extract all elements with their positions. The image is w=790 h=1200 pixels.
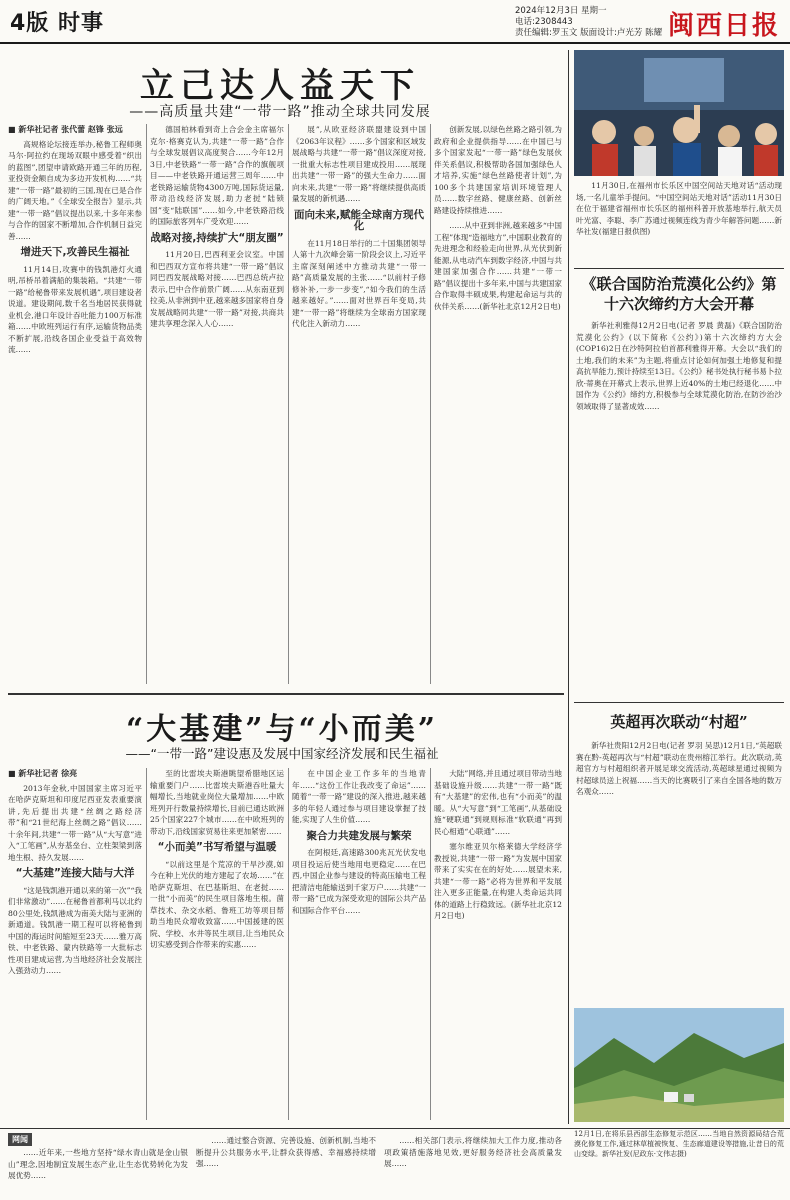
article2-column-1 [8, 768, 142, 1124]
page-number: 4版 [10, 11, 50, 36]
article2-paragraph: 在阿根廷,高速路300兆瓦光伏发电项目投运后使当地用电更稳定……在巴西,中国企业参与建设的特高压输电工程把清洁电能输送到千家万户……共建“一带一路”已成为深受欢迎的国际公共产品和国际合作平台…… [292, 848, 426, 915]
article1-subtitle: ——高质量共建“一带一路”推动全球共同发展 [129, 104, 431, 120]
bottom-strip [0, 1128, 790, 1200]
article1-subhead-2: 战略对接,持续扩大“朋友圈” [150, 231, 284, 244]
article2-subhead-3: 聚合力共建发展与繁荣 [306, 829, 412, 842]
article2-paragraph: 至的比雷埃夫斯港眺望希腊地区运输重要门户……比雷埃夫斯港吞吐量大幅增长,当地就业岗位大量增加……中欧班列开行数量持续增长,目前已通达欧洲25个国家227个城市……在中欧班列的带动下,沿线国家贸易往来更加紧密…… [150, 769, 284, 836]
article2-subhead-1: “大基建”连接大陆与大洋 [15, 867, 135, 879]
landscape-illustration [574, 1008, 784, 1122]
issue-date: 2024年12月3日 星期一 [515, 6, 607, 16]
article2-subtitle: ——“一带一路”建设惠及发展中国家经济发展和民生福祉 [125, 746, 439, 761]
newspaper-logo: 闽西日报 [667, 11, 780, 41]
article2-title: “大基建”与“小而美” [125, 712, 439, 747]
article1-column-4 [434, 124, 562, 689]
article2-paragraph: 在中国企业工作多年的当地青年……“这份工作让我改变了命运”……随着“一带一路”建设的深入推进,越来越多的年轻人通过参与项目建设掌握了技能,实现了人生价值…… [292, 769, 426, 824]
article1-title: 立己达人益天下 [140, 66, 420, 106]
article1-paragraph: 德国柏林看到奇上合会金主席福尔克尔·格赛克认为,共建“一带一路”合作与全球发展倡议高度契合……今年12月3日,中老铁路“一带一路”合作的旗舰项目——中老铁路开通运营三周年……中老铁路运输货物4300万吨,国际货运量,带动沿线经济发展,助力老挝“陆锁国”变“陆联国”……如今,中老铁路沿线的国际旅客列车广受欢迎…… [150, 125, 284, 226]
side-article2-paragraph: 新华社贵阳12月2日电(记者 罗羽 吴思)12月1日,“英超联赛在黔-英超再次与“村超”联动在贵州榕江举行。此次联动,英超官方与村超组织者开展足球交流活动,英超球星通过视频为村超球员送上祝福……当天的比赛吸引了来自全国各地的数万名观众…… [576, 741, 782, 796]
bottom-tag: 网闻 [8, 1133, 32, 1146]
article1-paragraph: ……从中亚到非洲,越来越多“中国工程”体现“造福地方”,中国职业教育的先进理念和经验走向世界,从光伏到新能源,从电动汽车到数字经济,中国与共建国家加强合作……共建“一带一路”倡议提出十多年来,中国与共建国家合作取得丰硕成果,构建起命运与共的伙伴关系……(新华社北京12月2日电) [434, 221, 562, 311]
sidebar-rule [574, 268, 784, 269]
photo1-caption: 11月30日,在福州市长乐区中国空间站天地对话“活动现场,一名儿童举手提问。“中国空间站天地对话”活动11月30日在位于福建省福州市长乐区的福州科普开放基地举行,航天员叶光富、李聪、李广苏通过视频连线为青少年解答问题……新华社发(福建日报供图) [576, 181, 782, 236]
page-header [0, 0, 790, 44]
article2-column-4 [434, 768, 562, 1124]
side-article1-title: 《联合国防治荒漠化公约》第十六次缔约方大会开幕 [581, 275, 777, 313]
article1-column-3 [292, 124, 426, 689]
article2-column-3 [292, 768, 426, 1124]
article1-paragraph: 创新发展,以绿色丝路之路引领,为政府和企业提供指导……在中国已与多个国家发起“一带一路”绿色发展伙伴关系倡议,积极帮助各国加强绿色人才培养,实施“绿色丝路使者计划”,为100多个共建国家培训环境管理人员……数字丝路、健康丝路、创新丝路建设持续推进…… [434, 125, 562, 215]
column-divider [146, 768, 147, 1120]
space-station-dialogue-photo [574, 50, 784, 176]
article1-paragraph: 11月20日,巴西利亚会议室。中国和巴西双方宣布将共建“一带一路”倡议同巴西发展战略对接……巴西总统卢拉表示,巴中合作前景广阔……从东南亚到拉美,从非洲到中亚,越来越多国家将自身发展战略同共建“一带一路”对接,共商共建共享理念深入人心…… [150, 250, 284, 328]
article1-paragraph: 展”,从欧亚经济联盟建设到中国《2063年议程》……多个国家和区域发展战略与共建“一带一路”倡议深度对接,一批重大标志性项目建成投用……展现出共建“一带一路”的强大生命力……面向未来,共建“一带一路”将继续提供高质量发展的新机遇…… [292, 125, 426, 203]
ecological-restoration-photo [574, 1008, 784, 1122]
article2-paragraph: 大陆”网络,并且通过项目带动当地基础设施升级……共建“一带一路”既有“大基建”的宏伟,也有“小而美”的温暖。从“大写意”到“工笔画”,从基础设施“硬联通”到规则标准“软联通”再到民心相通“心联通”…… [434, 769, 562, 836]
bottom-paragraph: ……相关部门表示,将继续加大工作力度,推动各项政策措施落地见效,更好服务经济社会高质量发展…… [384, 1136, 562, 1168]
section-divider [8, 693, 564, 695]
side-article1-body [576, 320, 782, 640]
article1-subhead-3: 面向未来,赋能全球南方现代化 [294, 208, 424, 232]
article1-byline: ■ 新华社记者 张代蕾 赵锋 张远 [8, 125, 123, 134]
side-article2-body [576, 740, 782, 1002]
side-article1-paragraph: 新华社利雅得12月2日电(记者 罗晨 黄磊)《联合国防治荒漠化公约》(以下简称《公约》)第十六次缔约方大会(COP16)2日在沙特阿拉伯首都利雅得开幕。大会以“我们的土地,我们的未来”为主题,将重点讨论如何加强土地修复和提高抗旱能力,预计持续至13日。《公约》秘书处执行秘书易卜拉欣·蒂奥在开幕式上表示,世界上近40%的土地已经退化……中国作为《公约》缔约方,积极参与全球荒漠化防治,在防沙治沙领域取得了显著成效…… [576, 321, 782, 411]
bottom-paragraph: ……通过整合资源、完善设施、创新机制,当地不断提升公共服务水平,让群众获得感、幸福感持续增强…… [196, 1136, 376, 1168]
bottom-column-1 [8, 1147, 188, 1199]
editor-credits: 责任编辑:罗玉文 版面设计:卢光芳 陈耀 [515, 28, 663, 38]
photo2-caption: 12月1日,在将乐县西部生态修复示范区……当地自然资源局结合荒漠化修复工作,通过林草植被恢复、生态廊道建设等措施,让昔日的荒山变绿。新华社发(尼政东·文伟志摄) [574, 1130, 784, 1158]
article2-subhead-2: “小而美”书写希望与温暖 [157, 841, 277, 853]
sidebar-divider [568, 50, 569, 1124]
column-divider [430, 124, 431, 684]
bottom-column-3 [384, 1135, 562, 1199]
article1-paragraph: 高规格论坛接连举办,秘鲁工程师奥马尔·阿拉约在现场双眼中感受着“织出的蓝图”,团望申请欧路开通三年的历程,亚投资金额自成为多边开发机构……“共建“一带一路”最初的三国,现在已是合作的广阔天地。”《全球安全报告》显示,共建“一带一路”倡议提出以来,十多年来参与合作的国家不断增加,合作机制日益完善…… [8, 139, 142, 241]
editorial-phone: 电话:2308443 [515, 17, 573, 27]
sidebar-rule [574, 702, 784, 703]
bottom-paragraph: ……近年来,一些地方坚持“绿水青山就是金山银山”理念,因地制宜发展生态产业,让生态优势转化为发展优势…… [8, 1148, 188, 1180]
column-divider [430, 768, 431, 1120]
column-divider [288, 124, 289, 684]
section-name: 时事 [57, 11, 104, 36]
article1-column-1 [8, 124, 142, 689]
page-section-label [10, 6, 104, 37]
article1-subhead-1: 增进天下,攻善民生福祉 [20, 246, 130, 258]
bottom-column-2 [196, 1135, 376, 1199]
article2-paragraph: 2013年金秋,中国国家主席习近平在哈萨克斯坦和印度尼西亚发表重要演讲,先后提出共建“丝绸之路经济带”和“21世纪海上丝绸之路”倡议……十余年间,共建“一带一路”从“大写意”进入“工笔画”,从夯基垒台、立柱架梁到落地生根、持久发展…… [8, 783, 142, 862]
article1-column-2 [150, 124, 284, 689]
article2-paragraph: “这是钱凯港开通以来的第一次”“我们非常激动”……在秘鲁首都利马以北约80公里处,钱凯港成为南美大陆与亚洲的新通道。钱凯港一期工程可以将秘鲁到中国的海运时间缩短至23天……雅万高铁、中老铁路、蒙内铁路等一大批标志性项目建成运营,为当地经济社会发展注入强劲动力…… [8, 885, 142, 975]
photo-illustration [574, 50, 784, 176]
article2-paragraph: 塞尔维亚贝尔格莱德大学经济学教授说,共建“一带一路”为发展中国家带来了实实在在的好处……展望未来,共建“一带一路”必将为世界和平发展注入更多正能量,在构建人类命运共同体的道路上行稳致远。(新华社北京12月2日电) [434, 842, 562, 920]
column-divider [146, 124, 147, 684]
side-article2-title: 英超再次联动“村超” [610, 713, 748, 731]
article2-column-2 [150, 768, 284, 1124]
article1-paragraph: 11月14日,攻赛中的钱凯港灯火通明,吊桥吊着满船的集装箱。“共建“一带一路”给秘鲁带来发展机遇”,项目建设者说道。建设期间,数千名当地居民获得就业机会,港口年设计吞吐能力100万标准箱……中欧班列运行有序,运输货物品类不断扩展,沿线各国企业受益于高效物流…… [8, 264, 142, 354]
article1-paragraph: 在11月18日举行的二十国集团领导人第十九次峰会第一阶段会议上,习近平主席深刻阐述中方推动共建“一带一路”高质量发展的主张……“以前村子修修补补,一步一步变”,“如今我们的生活越来越好。”……面对世界百年变局,共建“一带一路”将继续为全球南方国家现代化注入新动力…… [292, 238, 426, 328]
header-info [515, 6, 662, 39]
article2-byline: ■ 新华社记者 徐亮 [8, 769, 78, 778]
article2-paragraph: “以前这里是个荒凉的干旱沙漠,如今在种上光伏的地方建起了农场……”在哈萨克斯坦、在巴基斯坦、在老挝……一批“小而美”的民生项目落地生根。菌草技术、杂交水稻、鲁班工坊等项目帮助当地民众增收致富……中国援建的医院、学校、水井等民生项目,让当地民众切实感受到合作带来的实惠…… [150, 859, 284, 949]
column-divider [288, 768, 289, 1120]
